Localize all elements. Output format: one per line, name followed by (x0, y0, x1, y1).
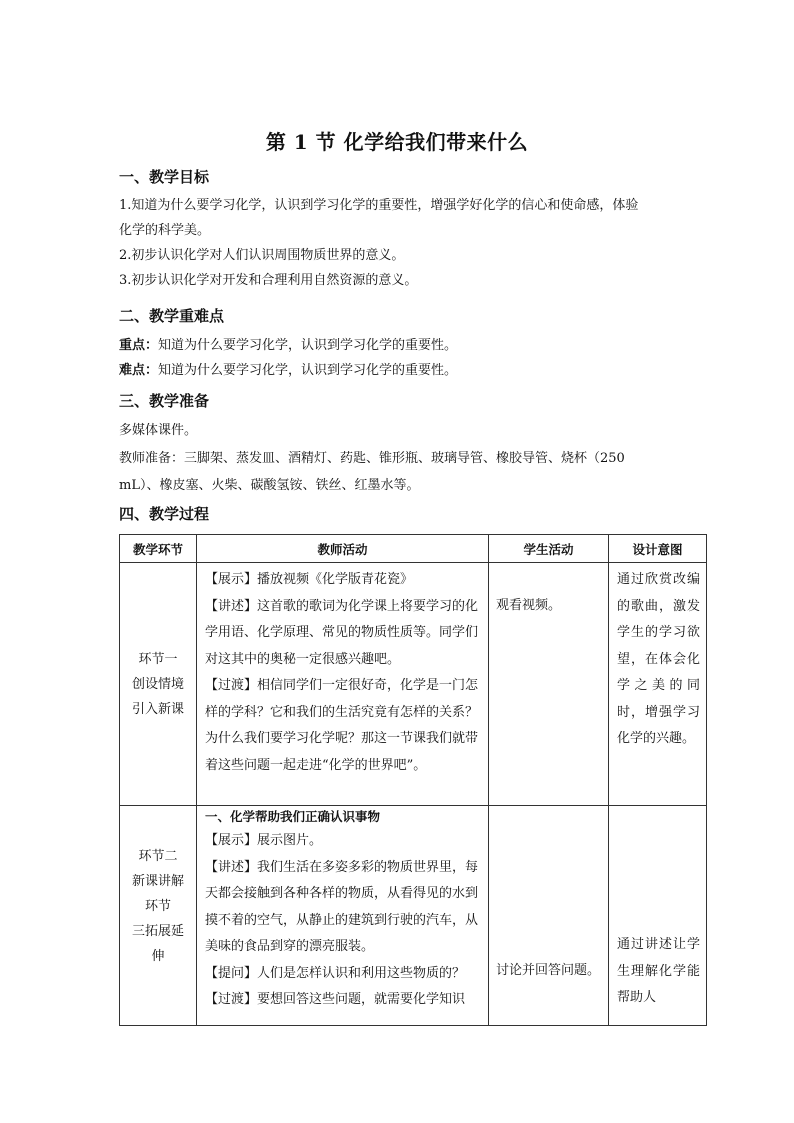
table-header-row (120, 535, 707, 563)
stage-cell (120, 563, 197, 806)
table-row (120, 563, 707, 806)
goals-list (119, 193, 689, 293)
page-title: 第 1 节 化学给我们带来什么 (265, 130, 529, 154)
teacher-paragraph: 【过渡】相信同学们一定很好奇，化学是一门怎样的学科？它和我们的生活究竟有怎样的关系？为什么我们要学习化学呢？那这一节课我们就带着这些问题一起走进“化学的世界吧”。 (205, 678, 479, 773)
preparation-line: 多媒体课件。 (119, 423, 198, 438)
teacher-paragraph: 【提问】人们是怎样认识和利用这些物质的？ (205, 965, 466, 981)
preparation-line: mL）、橡皮塞、火柴、碳酸氢铵、铁丝、红墨水等。 (119, 478, 420, 493)
difficult-label: 难点： (119, 363, 159, 378)
teacher-activity-cell (197, 806, 489, 1026)
table-row (120, 806, 707, 1026)
column-header: 教学环节 (120, 535, 197, 563)
teacher-paragraph: 【过渡】要想回答这些问题，就需要化学知识 (205, 992, 466, 1007)
column-header: 设计意图 (609, 535, 707, 563)
teacher-paragraph: 【讲述】我们生活在多姿多彩的物质世界里，每天都会接触到各种各样的物质，从看得见的水到摸不着的空气，从静止的建筑到行驶的汽车，从美味的食品到穿的漂亮服装。 (205, 859, 479, 954)
student-text: 观看视频。 (496, 598, 562, 613)
preparation-text (119, 418, 689, 498)
stage-line: 环节一 (138, 651, 178, 667)
stage-line: 创设情境 (131, 676, 184, 692)
stage-line: 环节二 (138, 849, 178, 864)
stage-cell (120, 806, 197, 1026)
student-text: 讨论并回答问题。 (496, 963, 601, 978)
column-header: 教师活动 (197, 535, 489, 563)
difficult-point-line (119, 358, 689, 383)
key-point-line (119, 333, 689, 358)
design-intent-cell (609, 806, 707, 1026)
process-table (119, 534, 707, 1026)
key-text: 知道为什么要学习化学，认识到学习化学的重要性。 (158, 338, 458, 353)
student-activity-cell (489, 563, 609, 806)
process-heading: 四、教学过程 (119, 505, 210, 523)
teacher-activity-cell (197, 563, 489, 806)
preparation-line: 教师准备：三脚架、蒸发皿、酒精灯、药匙、锥形瓶、玻璃导管、橡胶导管、烧杯（250 (119, 451, 625, 466)
goals-heading: 一、教学目标 (119, 168, 210, 186)
teacher-paragraph: 【展示】展示图片。 (205, 833, 323, 848)
stage-line: 新课讲解 (131, 874, 184, 889)
key-points-heading: 二、教学重难点 (119, 307, 225, 325)
goal-line: 2.初步认识化学对人们认识周围物质世界的意义。 (119, 248, 405, 263)
intent-text: 通过讲述让学生理解化学能帮助人 (617, 937, 700, 1005)
teacher-paragraph: 【讲述】这首歌的歌词为化学课上将要学习的化学用语、化学原理、常见的物质性质等。同学们对这其中的奥秘一定很感兴趣吧。 (205, 598, 479, 667)
difficult-text: 知道为什么要学习化学，认识到学习化学的重要性。 (158, 363, 458, 378)
student-activity-cell (489, 806, 609, 1026)
teacher-paragraph: 【展示】播放视频《化学版青花瓷》 (205, 572, 414, 587)
stage-line: 三拓展延 (131, 924, 184, 939)
stage-line: 引入新课 (131, 701, 184, 717)
stage-line: 环节 (144, 899, 171, 914)
goal-line: 化学的科学美。 (119, 223, 211, 238)
goal-line: 1.知道为什么要学习化学，认识到学习化学的重要性，增强学好化学的信心和使命感，体验 (119, 198, 639, 213)
preparation-heading: 三、教学准备 (119, 392, 210, 410)
key-label: 重点： (119, 338, 159, 353)
goal-line: 3.初步认识化学对开发和合理利用自然资源的意义。 (119, 273, 418, 288)
teacher-subheading: 一、化学帮助我们正确认识事物 (205, 809, 381, 824)
stage-line: 伸 (151, 949, 165, 964)
design-intent-cell (609, 563, 707, 806)
intent-text: 通过欣赏改编的歌曲，激发学生的学习欲望，在体会化学之美的同时，增强学习化学的兴趣。 (617, 572, 700, 746)
column-header: 学生活动 (489, 535, 609, 563)
